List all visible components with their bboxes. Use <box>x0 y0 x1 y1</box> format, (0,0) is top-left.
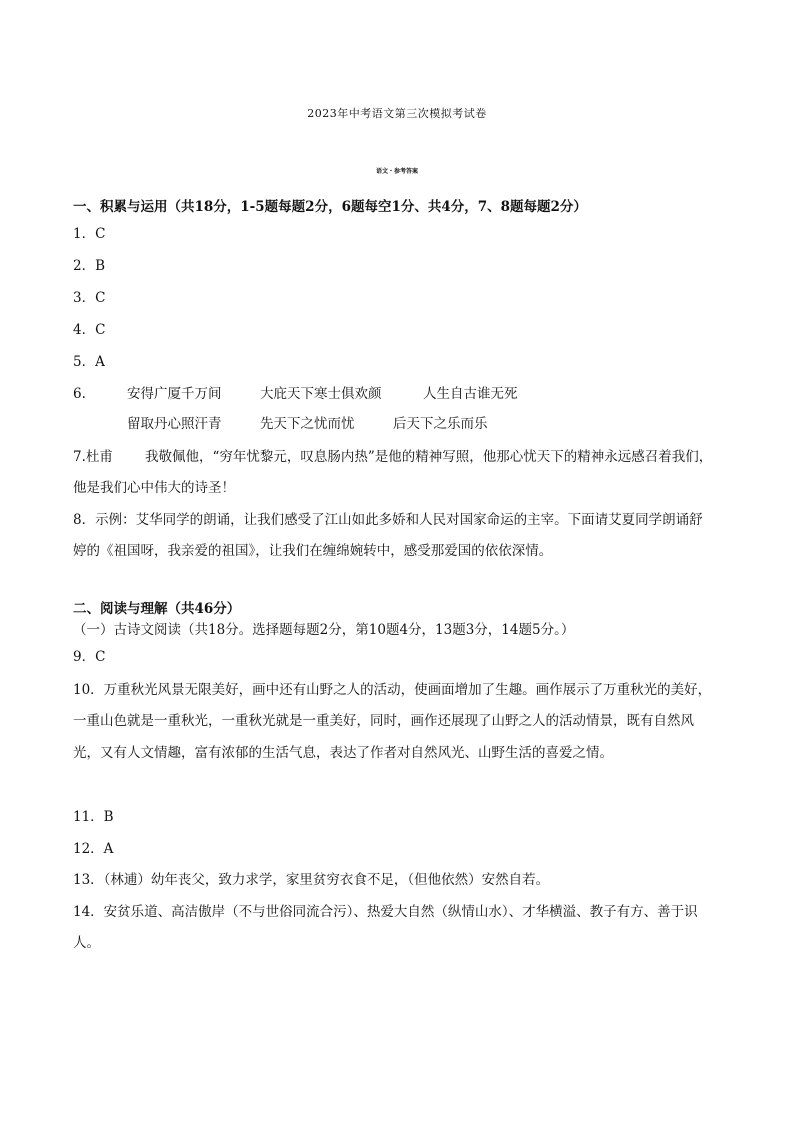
section-2-sub1: （一）古诗文阅读（共18分。选择题每题2分，第10题4分，13题3分，14题5分。） <box>73 622 575 638</box>
answer-6-row1-item1: 安得广厦千万间 <box>127 386 222 402</box>
answer-6-row1-item2: 大庇天下寒士俱欢颜 <box>260 386 382 402</box>
answer-10-line2: 一重山色就是一重秋光，一重秋光就是一重美好，同时，画作还展现了山野之人的活动情景，既有自然风 <box>73 713 694 729</box>
answer-3: 3．C <box>73 290 106 306</box>
answer-7-line2: 他是我们心中伟大的诗圣！ <box>73 480 235 496</box>
answer-6-row2-item2: 先天下之忧而忧 <box>260 416 355 432</box>
page-subtitle: 语文・参考答案 <box>375 168 418 175</box>
answer-8-line2: 婷的《祖国呀，我亲爱的祖国》，让我们在缠绵婉转中，感受那爱国的依依深情。 <box>73 543 553 559</box>
page-title: 2023年中考语文第三次模拟考试卷 <box>307 107 487 120</box>
answer-10-line1: 10．万重秋光风景无限美好，画中还有山野之人的活动，使画面增加了生趣。画作展示了万重秋光的美好， <box>73 682 712 698</box>
answer-8-line1: 8．示例：艾华同学的朗诵，让我们感受了江山如此多娇和人民对国家命运的主宰。下面请艾夏同学朗诵舒 <box>73 512 703 528</box>
answer-1: 1．C <box>73 226 106 242</box>
section-1-heading: 一、积累与运用（共18分，1-5题每题2分，6题每空1分、共4分，7、8题每题2分） <box>73 199 587 215</box>
answer-6-row2-item1: 留取丹心照汗青 <box>127 416 222 432</box>
answer-14-line1: 14．安贫乐道、高洁傲岸（不与世俗同流合污）、热爱大自然（纵情山水）、才华横溢、教子有方、善于识 <box>73 904 698 920</box>
answer-7-line1: 我敬佩他，“穷年忧黎元，叹息肠内热”是他的精神写照，他那心忧天下的精神永远感召着我们， <box>145 449 713 465</box>
answer-2: 2．B <box>73 258 106 274</box>
answer-13: 13．（林逋）幼年丧父，致力求学，家里贫穷衣食不足，（但他依然）安然自若。 <box>73 872 550 888</box>
answer-6-row1-item3: 人生自古谁无死 <box>423 386 518 402</box>
answer-4: 4．C <box>73 322 106 338</box>
answer-7-prefix: 7.杜甫 <box>73 449 113 465</box>
answer-11: 11．B <box>73 809 114 825</box>
answer-6-number: 6. <box>73 386 86 402</box>
answer-5: 5．A <box>73 354 105 370</box>
answer-10-line3: 光，又有人文情趣，富有浓郁的生活气息，表达了作者对自然风光、山野生活的喜爱之情。 <box>73 745 613 761</box>
section-2-heading: 二、阅读与理解（共46分） <box>73 601 241 617</box>
answer-9: 9．C <box>73 649 106 665</box>
answer-14-line2: 人。 <box>73 935 100 951</box>
answer-12: 12．A <box>73 841 114 857</box>
answer-6-row2-item3: 后天下之乐而乐 <box>393 416 488 432</box>
